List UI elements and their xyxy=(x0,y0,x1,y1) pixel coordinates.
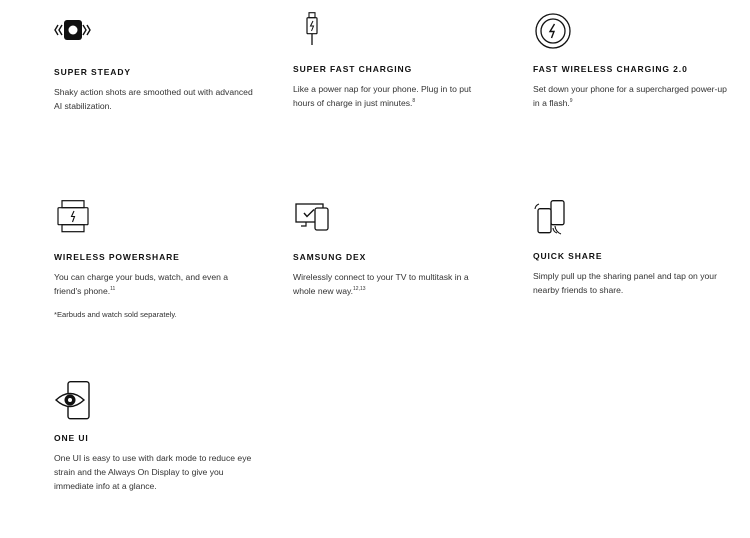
feature-quick-share xyxy=(533,199,733,297)
feature-title: QUICK SHARE xyxy=(533,251,603,261)
footnote-ref: 11 xyxy=(110,286,116,292)
footnote-ref: 9 xyxy=(569,98,573,104)
feature-description: Like a power nap for your phone. Plug in to put hours of charge in just minutes.$^8$ xyxy=(293,84,472,108)
eye-phone-icon xyxy=(54,381,254,421)
feature-description: Wirelessly connect to your TV to multitask in a whole new way.$^{12,13}$ xyxy=(293,272,469,296)
stabilization-icon xyxy=(54,15,254,55)
feature-title: FAST WIRELESS CHARGING 2.0 xyxy=(533,64,688,74)
footnote-ref: 12,13 xyxy=(353,286,366,292)
feature-title: WIRELESS POWERSHARE xyxy=(54,252,180,262)
charging-cable-icon xyxy=(293,12,493,52)
feature-description: One UI is easy to use with dark mode to reduce eye strain and the Always On Display to give you immediate info at a glance. xyxy=(54,453,252,491)
disclaimer-note: *Earbuds and watch sold separately. xyxy=(54,310,177,319)
quick-share-icon xyxy=(533,199,733,239)
feature-title: SUPER FAST CHARGING xyxy=(293,64,413,74)
feature-super-fast-charging xyxy=(293,12,493,110)
feature-super-steady xyxy=(54,15,254,113)
feature-description: Simply pull up the sharing panel and tap on your nearby friends to share. xyxy=(533,271,717,295)
feature-description: Set down your phone for a supercharged power-up in a flash.$^9$ xyxy=(533,84,727,108)
footnote-ref: 8 xyxy=(412,98,416,104)
powershare-icon xyxy=(54,200,254,240)
monitor-phone-icon xyxy=(293,200,493,240)
feature-wireless-powershare xyxy=(54,200,254,319)
feature-samsung-dex xyxy=(293,200,493,298)
feature-fast-wireless-charging xyxy=(533,12,733,110)
feature-description: Shaky action shots are smoothed out with advanced AI stabilization. xyxy=(54,87,253,111)
feature-title: SAMSUNG DEX xyxy=(293,252,367,262)
feature-title: SUPER STEADY xyxy=(54,67,131,77)
feature-one-ui xyxy=(54,381,254,493)
wireless-charging-icon xyxy=(533,12,733,52)
feature-title: ONE UI xyxy=(54,433,89,443)
feature-description: You can charge your buds, watch, and even a friend's phone.$^{11}$ xyxy=(54,272,229,296)
